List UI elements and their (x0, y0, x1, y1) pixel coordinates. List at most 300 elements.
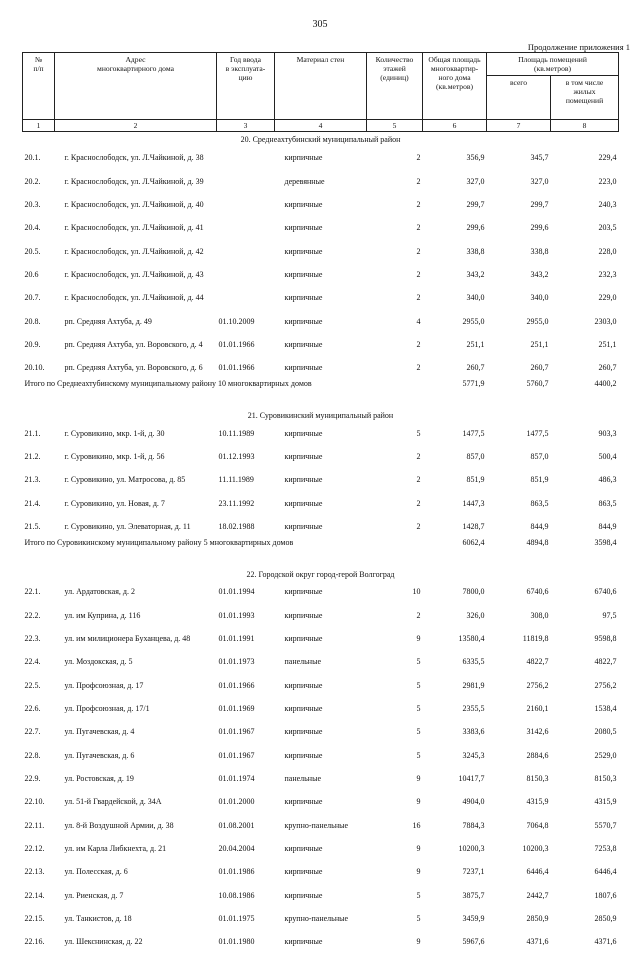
column-number: 7 (487, 120, 551, 132)
total-value: 4400,2 (594, 379, 617, 389)
row-premises-residential: 2756,2 (594, 680, 617, 690)
row-number: 20.7. (24, 293, 41, 303)
row-floors: 2 (416, 246, 421, 256)
row-address: ул. 8-й Воздушной Армии, д. 38 (64, 820, 174, 830)
row-address: ул. Риенская, д. 7 (64, 890, 124, 900)
row-total-area: 7237,1 (462, 867, 485, 877)
row-floors: 2 (416, 451, 421, 461)
row-premises-residential: 9598,8 (594, 634, 617, 644)
row-year: 01.01.1975 (218, 914, 255, 924)
total-value: 5771,9 (462, 379, 485, 389)
row-premises-residential: 1807,6 (594, 890, 617, 900)
row-premises-residential: 2529,0 (594, 750, 617, 760)
section-title: 22. Городской округ город-герой Волгоград (246, 570, 395, 580)
row-year: 01.01.1974 (218, 774, 255, 784)
row-premises-all: 308,0 (530, 610, 549, 620)
row-floors: 5 (416, 890, 421, 900)
row-floors: 2 (416, 199, 421, 209)
total-value: 3598,4 (594, 538, 617, 548)
row-wall-material: кирпичные (284, 750, 323, 760)
row-floors: 2 (416, 475, 421, 485)
row-floors: 9 (416, 844, 421, 854)
header-all: всего (487, 76, 551, 120)
row-total-area: 2981,9 (462, 680, 485, 690)
row-year: 01.01.1966 (218, 680, 255, 690)
table-row (23, 790, 619, 813)
row-address: ул. Полесская, д. 6 (64, 867, 128, 877)
header-total-area: Общая площадь многоквартир- ного дома (кв.метров) (423, 53, 487, 120)
row-wall-material: кирпичные (284, 727, 323, 737)
table-row (23, 239, 619, 262)
row-premises-all: 2442,7 (526, 890, 549, 900)
row-number: 20.5. (24, 246, 41, 256)
row-number: 20.10. (24, 363, 45, 373)
row-premises-all: 1477,5 (526, 428, 549, 438)
row-year: 01.01.1991 (218, 634, 255, 644)
row-total-area: 4904,0 (462, 797, 485, 807)
table-row (23, 674, 619, 697)
row-number: 20.2. (24, 176, 41, 186)
total-label: Итого по Среднеахтубинскому муниципальному району 10 многоквартирных домов (24, 379, 312, 389)
row-number: 22.15. (24, 914, 45, 924)
row-wall-material: кирпичные (284, 363, 323, 373)
row-premises-residential: 223,0 (598, 176, 617, 186)
row-wall-material: кирпичные (284, 704, 323, 714)
row-premises-all: 10200,3 (522, 844, 549, 854)
row-total-area: 3245,3 (462, 750, 485, 760)
table-row (23, 697, 619, 720)
row-premises-all: 4371,6 (526, 937, 549, 947)
row-premises-all: 299,7 (530, 199, 549, 209)
row-premises-all: 2884,6 (526, 750, 549, 760)
section-title: 21. Суровикинский муниципальный район (247, 411, 394, 421)
row-premises-all: 7064,8 (526, 820, 549, 830)
row-address: ул. Профсоюзная, д. 17/1 (64, 704, 150, 714)
row-floors: 2 (416, 521, 421, 531)
table-row (23, 837, 619, 860)
table-row (23, 814, 619, 837)
table-row (23, 580, 619, 603)
section-header (23, 132, 619, 147)
row-year: 01.01.1986 (218, 867, 255, 877)
row-address: г. Краснослободск, ул. Л.Чайкиной, д. 44 (64, 293, 204, 303)
row-year: 01.01.1993 (218, 610, 255, 620)
row-number: 22.6. (24, 704, 41, 714)
row-address: г. Суровикино, ул. Матросова, д. 85 (64, 475, 186, 485)
column-number: 5 (367, 120, 423, 132)
table-row (23, 627, 619, 650)
row-total-area: 7800,0 (462, 587, 485, 597)
header-premises-area: Площадь помещений (кв.метров) (487, 53, 619, 76)
row-total-area: 10200,3 (458, 844, 485, 854)
table-body (23, 132, 619, 954)
total-row (23, 538, 619, 562)
row-number: 22.12. (24, 844, 45, 854)
row-premises-all: 851,9 (530, 475, 549, 485)
row-floors: 5 (416, 750, 421, 760)
row-year: 01.01.1969 (218, 704, 255, 714)
total-value: 5760,7 (526, 379, 549, 389)
table-row (23, 333, 619, 356)
column-numbers-row (23, 120, 619, 132)
row-address: ул. Пугачевская, д. 6 (64, 750, 135, 760)
row-number: 21.1. (24, 428, 41, 438)
row-year: 23.11.1992 (218, 498, 255, 508)
row-year: 01.08.2001 (218, 820, 255, 830)
row-premises-all: 2756,2 (526, 680, 549, 690)
row-number: 22.1. (24, 587, 41, 597)
row-year: 01.01.1967 (218, 727, 255, 737)
section-header (23, 562, 619, 580)
row-wall-material: кирпичные (284, 269, 323, 279)
row-premises-all: 4315,9 (526, 797, 549, 807)
row-number: 22.8. (24, 750, 41, 760)
row-total-area: 851,9 (466, 475, 485, 485)
row-premises-residential: 232,3 (598, 269, 617, 279)
row-premises-residential: 229,4 (598, 153, 617, 163)
row-total-area: 6335,5 (462, 657, 485, 667)
row-number: 22.4. (24, 657, 41, 667)
table-row (23, 216, 619, 239)
row-address: г. Суровикино, мкр. 1-й, д. 30 (64, 428, 165, 438)
row-premises-all: 4822,7 (526, 657, 549, 667)
row-premises-all: 6446,4 (526, 867, 549, 877)
row-address: ул. им милиционера Буханцева, д. 48 (64, 634, 191, 644)
row-total-area: 1477,5 (462, 428, 485, 438)
row-address: рп. Средняя Ахтуба, ул. Воровского, д. 6 (64, 363, 203, 373)
row-year: 18.02.1988 (218, 521, 255, 531)
row-total-area: 338,8 (466, 246, 485, 256)
row-address: г. Суровикино, мкр. 1-й, д. 56 (64, 451, 165, 461)
row-address: г. Краснослободск, ул. Л.Чайкиной, д. 39 (64, 176, 204, 186)
row-total-area: 2955,0 (462, 316, 485, 326)
row-address: ул. Профсоюзная, д. 17 (64, 680, 144, 690)
header-num: № п/п (23, 53, 55, 120)
row-wall-material: кирпичные (284, 797, 323, 807)
row-wall-material: панельные (284, 657, 322, 667)
row-floors: 9 (416, 867, 421, 877)
row-floors: 2 (416, 269, 421, 279)
row-premises-all: 327,0 (530, 176, 549, 186)
row-year: 01.01.1994 (218, 587, 255, 597)
page-number: 305 (312, 19, 328, 30)
row-premises-all: 338,8 (530, 246, 549, 256)
row-address: ул. им Карла Либкнехта, д. 21 (64, 844, 167, 854)
row-number: 22.2. (24, 610, 41, 620)
row-year: 01.01.2000 (218, 797, 255, 807)
row-total-area: 260,7 (466, 363, 485, 373)
row-premises-residential: 500,4 (598, 451, 617, 461)
row-total-area: 5967,6 (462, 937, 485, 947)
row-year (217, 216, 275, 239)
row-year: 20.04.2004 (218, 844, 255, 854)
row-floors: 2 (416, 610, 421, 620)
row-number: 21.5. (24, 521, 41, 531)
column-number: 2 (55, 120, 217, 132)
row-number: 22.9. (24, 774, 41, 784)
row-wall-material: кирпичные (284, 475, 323, 485)
row-address: г. Краснослободск, ул. Л.Чайкиной, д. 43 (64, 269, 204, 279)
row-wall-material: кирпичные (284, 223, 323, 233)
row-premises-all: 857,0 (530, 451, 549, 461)
row-premises-all: 2850,9 (526, 914, 549, 924)
continuation-note: Продолжение приложения 1 (527, 42, 630, 52)
row-address: ул. им Куприна, д. 116 (64, 610, 141, 620)
row-wall-material: кирпичные (284, 339, 323, 349)
row-wall-material: кирпичные (284, 610, 323, 620)
row-total-area: 1447,3 (462, 498, 485, 508)
row-wall-material: кирпичные (284, 293, 323, 303)
row-year: 10.08.1986 (218, 890, 255, 900)
row-premises-all: 345,7 (530, 153, 549, 163)
row-total-area: 340,0 (466, 293, 485, 303)
row-address: ул. Танкистов, д. 18 (64, 914, 132, 924)
row-wall-material: кирпичные (284, 634, 323, 644)
row-address: г. Суровикино, ул. Новая, д. 7 (64, 498, 165, 508)
row-floors: 2 (416, 363, 421, 373)
row-floors: 5 (416, 428, 421, 438)
section-title: 20. Среднеахтубинский муниципальный район (240, 134, 401, 144)
row-premises-all: 844,9 (530, 521, 549, 531)
row-wall-material: кирпичные (284, 867, 323, 877)
row-premises-all: 2955,0 (526, 316, 549, 326)
row-premises-residential: 203,5 (598, 223, 617, 233)
section-header (23, 403, 619, 421)
row-wall-material: кирпичные (284, 153, 323, 163)
row-address: ул. Ростовская, д. 19 (64, 774, 134, 784)
row-floors: 9 (416, 797, 421, 807)
row-year (217, 239, 275, 262)
row-year (217, 146, 275, 169)
row-premises-residential: 4371,6 (594, 937, 617, 947)
row-address: рп. Средняя Ахтуба, ул. Воровского, д. 4 (64, 339, 203, 349)
row-year (217, 169, 275, 192)
row-number: 22.5. (24, 680, 41, 690)
row-premises-all: 863,5 (530, 498, 549, 508)
row-premises-residential: 4315,9 (594, 797, 617, 807)
row-total-area: 7884,3 (462, 820, 485, 830)
row-total-area: 2355,5 (462, 704, 485, 714)
row-floors: 2 (416, 223, 421, 233)
apartment-buildings-table (22, 52, 619, 954)
row-address: ул. 51-й Гвардейской, д. 34А (64, 797, 162, 807)
row-total-area: 857,0 (466, 451, 485, 461)
row-total-area: 13580,4 (458, 634, 485, 644)
table-row (23, 767, 619, 790)
row-floors: 2 (416, 153, 421, 163)
table-row (23, 860, 619, 883)
table-row (23, 650, 619, 673)
row-premises-residential: 7253,8 (594, 844, 617, 854)
row-wall-material: кирпичные (284, 451, 323, 461)
row-floors: 2 (416, 176, 421, 186)
row-premises-residential: 240,3 (598, 199, 617, 209)
row-number: 22.10. (24, 797, 45, 807)
row-total-area: 3383,6 (462, 727, 485, 737)
row-year (217, 286, 275, 309)
row-number: 20.9. (24, 339, 41, 349)
row-number: 20.4. (24, 223, 41, 233)
row-floors: 9 (416, 774, 421, 784)
row-premises-residential: 2080,5 (594, 727, 617, 737)
header-year: Год ввода в эксплуата- цию (217, 53, 275, 120)
header-address: Адрес многоквартирного дома (55, 53, 217, 120)
header-floors: Количество этажей (единиц) (367, 53, 423, 120)
row-floors: 10 (412, 587, 421, 597)
table-row (23, 193, 619, 216)
row-floors: 9 (416, 634, 421, 644)
row-premises-residential: 2303,0 (594, 316, 617, 326)
row-wall-material: кирпичные (284, 498, 323, 508)
row-total-area: 251,1 (466, 339, 485, 349)
row-premises-all: 343,2 (530, 269, 549, 279)
row-premises-all: 3142,6 (526, 727, 549, 737)
table-row (23, 468, 619, 491)
column-number: 8 (551, 120, 619, 132)
row-year: 01.01.1967 (218, 750, 255, 760)
row-total-area: 343,2 (466, 269, 485, 279)
row-year: 01.01.1980 (218, 937, 255, 947)
table-row (23, 445, 619, 468)
row-year: 01.12.1993 (218, 451, 255, 461)
row-number: 21.2. (24, 451, 41, 461)
row-number: 21.3. (24, 475, 41, 485)
column-number: 3 (217, 120, 275, 132)
row-wall-material: кирпичные (284, 680, 323, 690)
row-number: 22.14. (24, 890, 45, 900)
row-premises-residential: 2850,9 (594, 914, 617, 924)
table-row (23, 491, 619, 514)
row-wall-material: крупно-панельные (284, 820, 349, 830)
table-row (23, 309, 619, 332)
row-wall-material: кирпичные (284, 890, 323, 900)
row-wall-material: кирпичные (284, 316, 323, 326)
row-number: 20.1. (24, 153, 41, 163)
row-premises-residential: 6446,4 (594, 867, 617, 877)
table-row (23, 720, 619, 743)
column-number: 6 (423, 120, 487, 132)
row-wall-material: кирпичные (284, 844, 323, 854)
row-total-area: 299,7 (466, 199, 485, 209)
row-year: 01.01.1973 (218, 657, 255, 667)
row-premises-residential: 228,0 (598, 246, 617, 256)
row-address: г. Краснослободск, ул. Л.Чайкиной, д. 42 (64, 246, 204, 256)
row-premises-residential: 903,3 (598, 428, 617, 438)
row-number: 20.8. (24, 316, 41, 326)
row-premises-residential: 251,1 (598, 339, 617, 349)
column-number: 1 (23, 120, 55, 132)
row-total-area: 1428,7 (462, 521, 485, 531)
row-address: рп. Средняя Ахтуба, д. 49 (64, 316, 152, 326)
row-year (217, 263, 275, 286)
row-total-area: 10417,7 (458, 774, 485, 784)
header-residential: в том числе жилых помещений (551, 76, 619, 120)
row-total-area: 326,0 (466, 610, 485, 620)
row-premises-all: 2160,1 (526, 704, 549, 714)
row-floors: 2 (416, 293, 421, 303)
row-number: 22.13. (24, 867, 45, 877)
row-total-area: 3875,7 (462, 890, 485, 900)
row-address: ул. Пугачевская, д. 4 (64, 727, 135, 737)
table-row (23, 604, 619, 627)
header-walls: Материал стен (275, 53, 367, 120)
row-year: 10.11.1989 (218, 428, 255, 438)
row-wall-material: крупно-панельные (284, 914, 349, 924)
row-premises-residential: 229,0 (598, 293, 617, 303)
row-floors: 5 (416, 914, 421, 924)
row-total-area: 3459,9 (462, 914, 485, 924)
table-row (23, 169, 619, 192)
row-year (217, 193, 275, 216)
table-row (23, 356, 619, 379)
row-address: г. Краснослободск, ул. Л.Чайкиной, д. 40 (64, 199, 204, 209)
row-year: 01.01.1966 (218, 363, 255, 373)
row-premises-residential: 5570,7 (594, 820, 617, 830)
row-address: г. Суровикино, ул. Элеваторная, д. 11 (64, 521, 191, 531)
row-number: 21.4. (24, 498, 41, 508)
row-floors: 5 (416, 657, 421, 667)
row-address: г. Краснослободск, ул. Л.Чайкиной, д. 38 (64, 153, 204, 163)
row-wall-material: кирпичные (284, 246, 323, 256)
total-label: Итого по Суровикинскому муниципальному району 5 многоквартирных домов (24, 538, 294, 548)
row-floors: 4 (416, 316, 421, 326)
row-total-area: 356,9 (466, 153, 485, 163)
table-row (23, 907, 619, 930)
row-premises-residential: 4822,7 (594, 657, 617, 667)
column-number: 4 (275, 120, 367, 132)
row-wall-material: деревянные (284, 176, 325, 186)
row-number: 20.6 (24, 269, 39, 279)
row-wall-material: кирпичные (284, 428, 323, 438)
table-row (23, 515, 619, 538)
row-premises-residential: 97,5 (602, 610, 617, 620)
table-row (23, 930, 619, 953)
row-floors: 5 (416, 704, 421, 714)
row-wall-material: кирпичные (284, 521, 323, 531)
row-year: 01.01.1966 (218, 339, 255, 349)
row-premises-all: 299,6 (530, 223, 549, 233)
row-address: ул. Шекснинская, д. 22 (64, 937, 143, 947)
row-premises-residential: 8150,3 (594, 774, 617, 784)
row-floors: 9 (416, 937, 421, 947)
row-premises-all: 6740,6 (526, 587, 549, 597)
row-floors: 16 (412, 820, 421, 830)
row-address: ул. Ардатовская, д. 2 (64, 587, 135, 597)
row-wall-material: панельные (284, 774, 322, 784)
row-year: 01.10.2009 (218, 316, 255, 326)
table-row (23, 421, 619, 444)
row-wall-material: кирпичные (284, 199, 323, 209)
row-floors: 5 (416, 727, 421, 737)
row-floors: 5 (416, 680, 421, 690)
row-floors: 2 (416, 498, 421, 508)
row-wall-material: кирпичные (284, 587, 323, 597)
row-premises-all: 8150,3 (526, 774, 549, 784)
total-value: 6062,4 (462, 538, 485, 548)
row-premises-residential: 863,5 (598, 498, 617, 508)
table-row (23, 286, 619, 309)
table-row (23, 146, 619, 169)
row-premises-residential: 6740,6 (594, 587, 617, 597)
row-wall-material: кирпичные (284, 937, 323, 947)
row-number: 22.16. (24, 937, 45, 947)
row-number: 22.3. (24, 634, 41, 644)
row-premises-all: 340,0 (530, 293, 549, 303)
row-premises-residential: 1538,4 (594, 704, 617, 714)
total-value: 4894,8 (526, 538, 549, 548)
total-row (23, 379, 619, 403)
row-year: 11.11.1989 (218, 475, 254, 485)
